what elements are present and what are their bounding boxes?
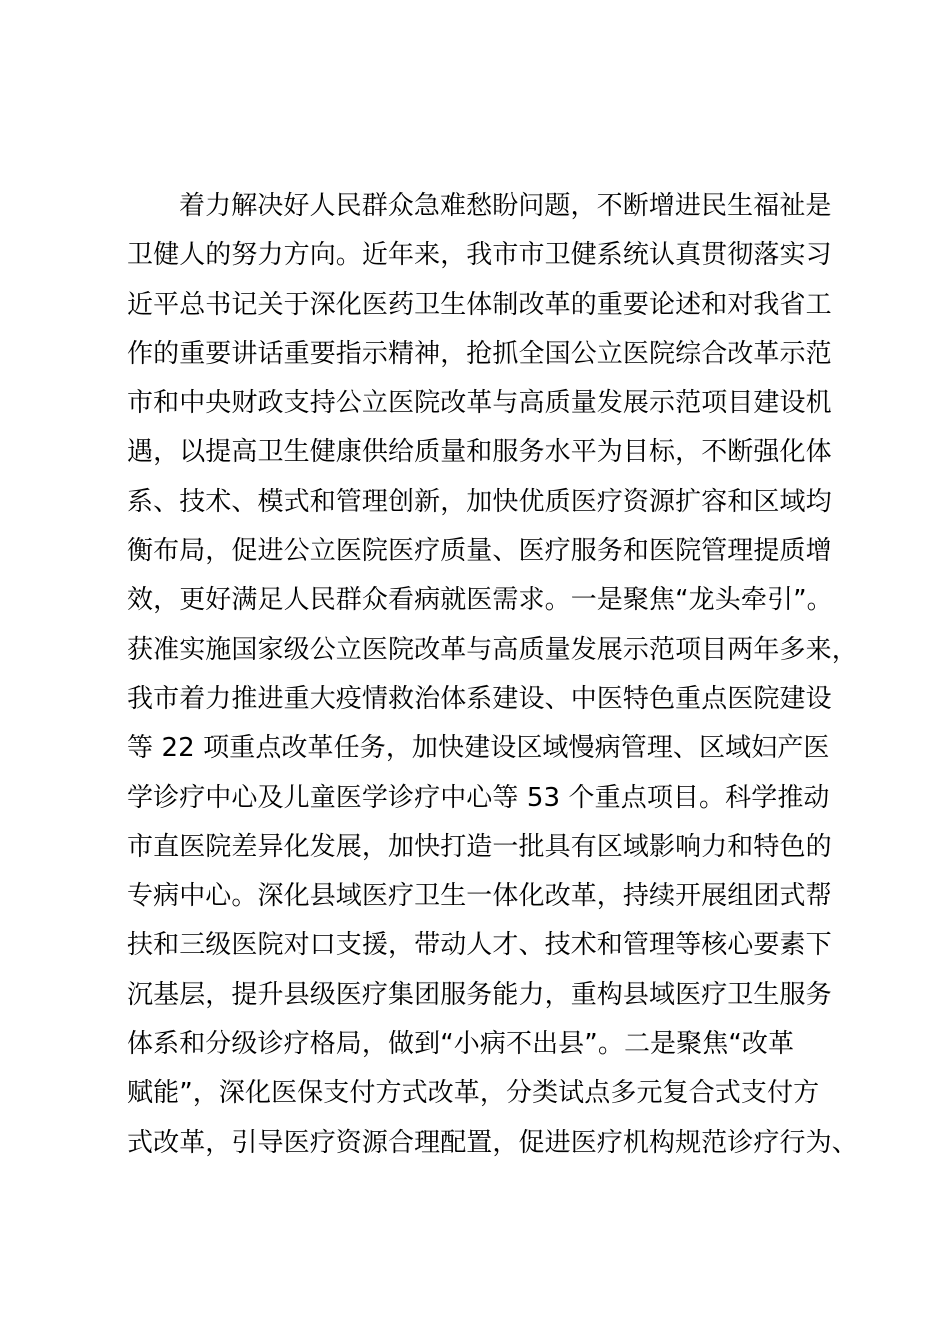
paragraph-line: 系、技术、模式和管理创新，加快优质医疗资源扩容和区域均 [127,486,832,517]
paragraph-line: 等 22 项重点改革任务，加快建设区域慢病管理、区域妇产医 [127,733,830,764]
paragraph-line: 市和中央财政支持公立医院改革与高质量发展示范项目建设机 [127,388,832,419]
body-paragraph [127,182,858,1168]
paragraph-line: 遇，以提高卫生健康供给质量和服务水平为目标，不断强化体 [127,437,832,468]
paragraph-line: 体系和分级诊疗格局，做到“小病不出县”。二是聚焦“改革 [127,1029,795,1060]
paragraph-line: 衡布局，促进公立医院医疗质量、医疗服务和医院管理提质增 [127,536,832,567]
paragraph-line: 作的重要讲话重要指示精神，抢抓全国公立医院综合改革示范 [127,338,832,369]
paragraph-line: 市直医院差异化发展，加快打造一批具有区域影响力和特色的 [127,831,832,862]
paragraph-line: 我市着力推进重大疫情救治体系建设、中医特色重点医院建设 [127,683,832,714]
paragraph-line: 卫健人的努力方向。近年来，我市市卫健系统认真贯彻落实习 [127,240,832,271]
paragraph-line: 着力解决好人民群众急难愁盼问题，不断增进民生福祉是 [179,191,832,221]
paragraph-line: 效，更好满足人民群众看病就医需求。一是聚焦“龙头牵引”。 [127,585,833,616]
paragraph-line: 获准实施国家级公立医院改革与高质量发展示范项目两年多来， [127,634,858,665]
paragraph-line: 近平总书记关于深化医药卫生体制改革的重要论述和对我省工 [127,289,832,320]
paragraph-line: 扶和三级医院对口支援，带动人才、技术和管理等核心要素下 [127,930,832,961]
paragraph-line: 专病中心。深化县域医疗卫生一体化改革，持续开展组团式帮 [127,881,832,912]
paragraph-line: 式改革，引导医疗资源合理配置，促进医疗机构规范诊疗行为、 [127,1127,858,1158]
paragraph-line: 赋能”，深化医保支付方式改革，分类试点多元复合式支付方 [127,1078,820,1109]
paragraph-line: 沉基层，提升县级医疗集团服务能力，重构县域医疗卫生服务 [127,979,832,1010]
paragraph-line: 学诊疗中心及儿童医学诊疗中心等 53 个重点项目。科学推动 [127,782,830,813]
